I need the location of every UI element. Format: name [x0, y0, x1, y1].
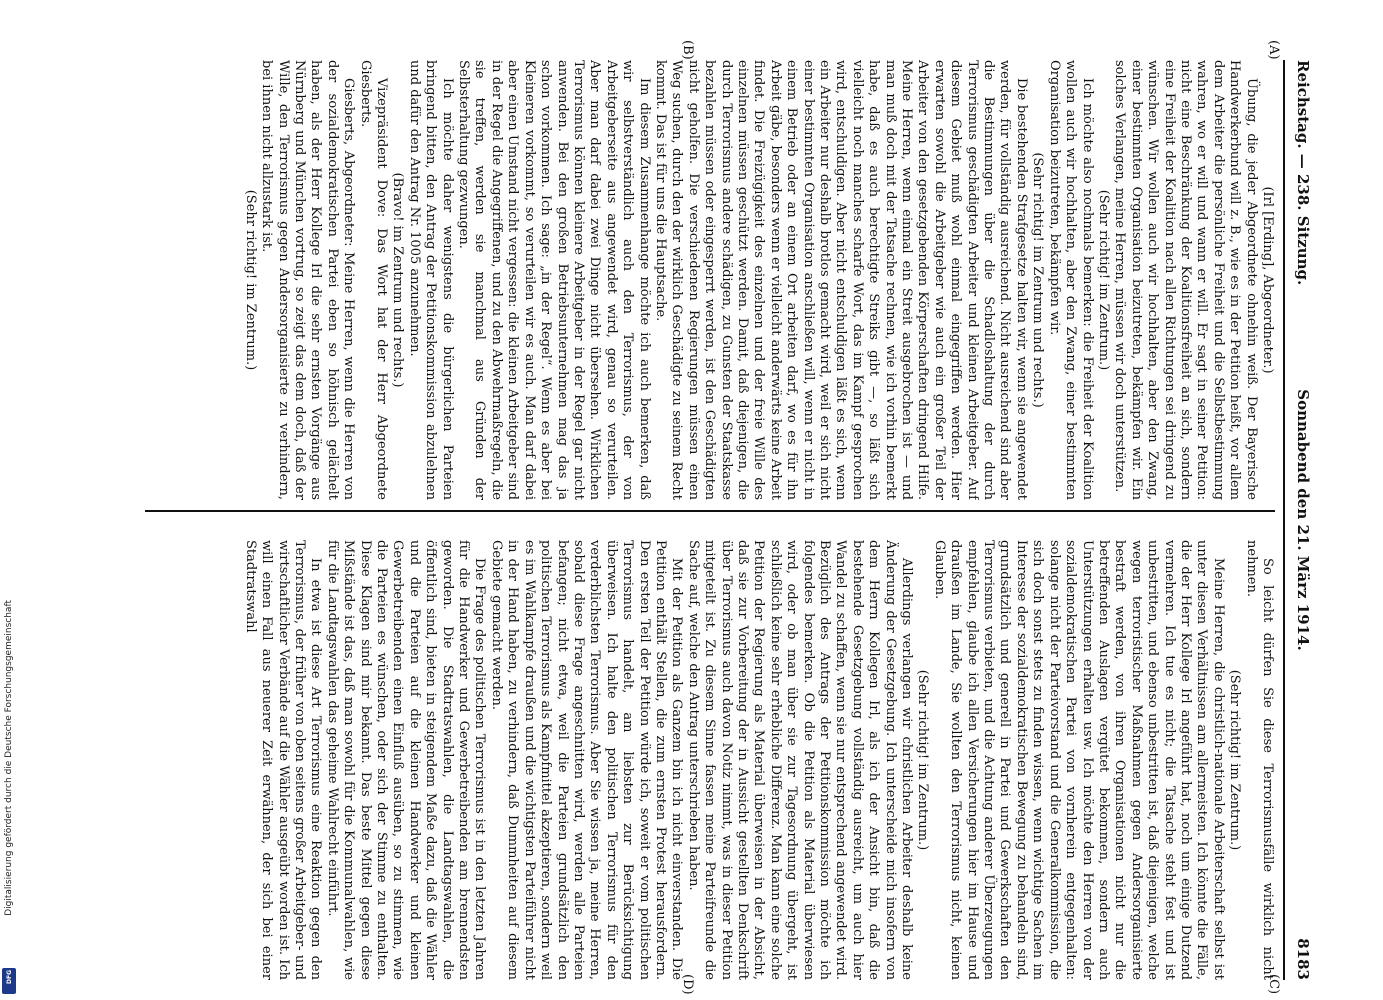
paragraph: In etwa ist diese Art Terrorismus eine Reaktion gegen den Terrorismus, der früher von oben seitens großer Arbeitgeber- und wirtschaftlicher Verbände auf die Wähler ausgeübt worden ist. Ich will einen Fall aus neuerer Zeit erwähnen, der sich bei einer Stadtratswahl — [242, 540, 324, 980]
paragraph: Meine Herren, die christlich-nationale Arbeiterschaft selbst ist unter diesen Verhältnissen am allermeisten. Ich könnte die Fälle, die der Herr Kollege Irl angeführt hat, noch um einige Dutzend vermehren. Ich tue es nicht; die Tatsache steht fest und ist unbestritten, und ebenso unbestritten ist, daß diejenigen, welche wegen terroristischer Maßnahmen gegen Andersorganisierte bestraft werden, von ihren Organisationen nicht nur die betreffenden Auslagen vergütet bekommen, sondern auch Unterstützungen erhalten usw. Ich möchte den Herren von der sozialdemokratischen Partei von vornherein entgegenhalten: solange nicht der Parteivorstand und die Generalkommission, die sich doch sonst stets zu finden wissen, wenn wichtige Sachen im Interesse der sozialdemokratischen Bewegung zu behandeln sind, grundsätzlich und generell in Partei und Gewerkschaften den Terrorismus verbieten, und die Achtung anderer Überzeugungen empfehlen, glaube ich allen Versicherungen hier im Hause und draußen im Lande, Sie wollten den Terrorismus nicht, keinen Glauben. — [931, 540, 1226, 980]
paragraph: Im diesem Zusammenhange möchte ich auch bemerken, daß wir selbstverständlich auch den Terrorismus, der von Arbeitgeberseite aus angewendet wird, genau so verurteilen. Aber man darf dabei zwei Dinge nicht übersehen. Wirklichen Terrorismus können kleinere Arbeitgeber in der Regel gar nicht anwenden. Bei den großen Betriebsunternehmen mag das ja schon vorkommen. Ich sage: „in der Regel“. Wenn es aber bei Kleineren vorkommt, so verurteilen wir es auch. Man darf dabei aber einen Umstand nicht vergessen: die kleinen Arbeitgeber sind in der Regel die Angegriffenen, und zu den Abwehrmaßregeln, die sie treffen, werden sie manchmal aus Gründen der Selbsterhaltung gezwungen. — [456, 60, 652, 500]
interjection: (Bravo! im Zentrum und rechts.) — [390, 172, 406, 388]
paragraph: So leicht dürfen Sie diese Terrorismusfälle wirklich nicht nehmen. — [1243, 540, 1275, 980]
header-session: Reichstag. — 238. Sitzung. — [1294, 60, 1312, 286]
left-column — [135, 60, 1275, 500]
page-header — [1283, 60, 1315, 980]
interjection: (Sehr richtig! im Zentrum.) — [915, 669, 931, 851]
paragraph: Ich möchte also nochmals bemerken: die Freiheit der Koalition wollen auch wir hochhalten, aber den Zwang, einer bestimmten Organisation beizutreten, bekämpfen wir. — [1046, 60, 1095, 500]
speaker-paragraph: Giesberts, Abgeordneter: Meine Herren, wenn die Herren von der sozialdemokratischen Partei eben so höhnisch gelächelt haben, als der Herr Kollege Irl die sehr ernsten Vorgänge aus Nürnberg und München vortrug, so zeigt das dem doch, daß der Wille, den Terrorismus gegen Andersorganisierte zu verhindern, bei ihnen nicht allzustark ist. — [259, 60, 357, 500]
column-divider — [145, 510, 1275, 512]
digitization-credit: Digitalisierung gefördert durch die Deutsche Forschungsgemeinschaft — [4, 600, 14, 916]
margin-marker-a: (A) — [1266, 40, 1281, 60]
header-date: Sonnabend den 21. März 1914. — [1294, 389, 1312, 651]
dfg-logo-text: DFG — [5, 970, 13, 985]
paragraph: Allerdings verlangen wir christlichen Arbeiter deshalb keine Änderung der Gesetzgebung. Ich unterscheide mich insofern von dem Herrn Kollegen Irl, als ich der Ansicht bin, daß die bestehende Gesetzgebung vollständig ausreicht, um auch hier Wandel zu schaffen, wenn sie nur entsprechend angewendet wird. Bezüglich des Antrags der Petitionskommission möchte ich folgendes bemerken. Ob die Petition als Material überwiesen wird, oder ob man über sie zur Tagesordnung übergeht, ist schließlich keine sehr erhebliche Differenz. Man kann eine solche Petition der Regierung als Material überweisen in der Absicht, daß sie zur Vorbereitung der in Aussicht gestellten Denkschrift über Terrorismus auch davon Notiz nimmt, was in dieser Petition mitgeteilt ist. Zu diesem Sinne fassen meine Parteifreunde die Sache auf, welche den Antrag unterschrieben haben. — [685, 540, 915, 980]
interjection: (Sehr richtig! im Zentrum.) — [242, 189, 258, 371]
right-column — [135, 540, 1275, 980]
paragraph: Die Frage des politischen Terrorismus ist in den letzten Jahren für die Handwerker und Gewerbetreibenden am brennendsten geworden. Die Stadtratswahlen, die Landtagswahlen, die öffentlich sind, bieten in steigendem Maße dazu, daß die Wähler und die Parteien auf die kleinen Handwerker und kleinen Gewerbetreibenden einen Einfluß ausüben, so zu stimmen, wie die Parteien es wünschen, oder sich der Stimme zu enthalten. Diese Klagen sind mir bekannt. Das beste Mittel gegen diese Mißstände ist das, daß man sowohl für die Kommunalwahlen, wie für die Landtagswahlen das geheime Wahlrecht einführt. — [324, 540, 488, 980]
margin-marker-c: (C) — [1266, 974, 1281, 995]
paragraph: Ich möchte daher wenigstens die bürgerlichen Parteien bringend bitten, den Antrag der Petitionskommission abzulehnen und dafür den Antrag Nr. 1005 anzunehmen. — [406, 60, 455, 500]
paragraph: Mit der Petition als Ganzem bin ich nicht einverstanden. Die Petition enthält Stellen, die zum ernsten Protest herausfordern. Den ersten Teil der Petition würde ich, soweit er vom politischen Terrorismus handelt, am liebsten zur Berücksichtigung überweisen. Ich halte den politischen Terrorismus für den verderblichsten Terrorismus. Aber Sie wissen ja, meine Herren, sobald diese Frage angeschnitten wird, werden alle Parteien befangen; nicht etwa, weil die Parteien grundsätzlich den politischen Terrorismus als Kampfmittel akzeptieren, sondern weil es im Wahlkampfe draußen und die wichtigsten Parteiführer nicht in der Hand haben, zu verhindern, daß Dummheiten auf diesem Gebiete gemacht werden. — [488, 540, 685, 980]
rotated-document-page — [115, 40, 1315, 1000]
speaker-paragraph: Vizepräsident Dove: Das Wort hat der Herr Abgeordnete Giesberts. — [357, 60, 390, 500]
paragraph: Übung, die jeder Abgeordnete ohnehin weiß. Der Bayerische Handwerkerbund will z. B., wie es in der Petition heißt, vor allem dem Arbeiter die persönliche Freiheit und die Selbstbestimmung wahren, wo er will und wann er will. Er sagt in seiner Petition: nicht eine Beschränkung der Koalitionsfreiheit an sich, sondern eine Freiheit der Koalition nach allen Richtungen sei dringend zu wünschen. Wir wollen auch wir hochhalten, aber den Zwang, einer bestimmten Organisation beizutreten, bekämpfen wir. Ein solches Verlangen, meine Herren, müssen wir doch unterstützen. — [1112, 60, 1259, 500]
page-number: 8183 — [1294, 938, 1312, 980]
interjection: (Sehr richtig! im Zentrum und rechts.) — [1030, 152, 1046, 408]
paragraph: Die bestehenden Strafgesetze halten wir, wenn sie angewendet werden, für vollständig ausreichend. Nicht ausreichend sind aber die Bestimmungen über die Schadloshaltung der durch Terrorismus geschädigten Arbeiter und kleinen Arbeitgeber. Auf diesem Gebiet muß wohl einmal eingegriffen werden. Hier erwarten sowohl die Arbeitgeber wie auch ein großer Teil der Arbeiter von den gesetzgebenden Körperschaften dringend Hilfe. Meine Herren, wenn einmal ein Streit ausgebrochen ist — und man muß doch mit der Tatsache rechnen, wie ich vorhin bemerkt habe, daß es auch berechtigte Streiks gibt —, so läßt sich vielleicht noch manches scharfe Wort, das im Kampf gesprochen wird, entschuldigen. Aber nicht entschuldigen läßt es sich, wenn ein Arbeiter nur deshalb brotlos gemacht wird, weil er sich nicht einer bestimmten Organisation anschließen will, wenn er nicht in einem Betrieb oder an einem Ort arbeiten darf, wo es für ihn Arbeit gäbe, besonders wenn er vielleicht anderwärts keine Arbeit findet. Die Freizügigkeit des einzelnen und der freie Wille des einzelnen müssen geschützt werden. Damit, daß diejenigen, die durch Terrorismus andere schädigen, zu Gunsten der Staatskasse bezahlen müssen oder eingesperrt werden, ist den Geschädigten nicht geholfen. Die verschiedenen Regierungen müssen einen Weg suchen, durch den der wirklich Geschädigte zu seinem Recht kommt. Das ist für uns die Hauptsache. — [652, 60, 1029, 500]
interjection: (Sehr richtig! im Zentrum.) — [1095, 189, 1111, 371]
dfg-logo — [2, 968, 16, 994]
margin-marker-b: (B) — [680, 40, 695, 60]
interjection: (Sehr richtig! im Zentrum.) — [1227, 669, 1243, 851]
speaker-note: (Irl [Erding], Abgeordneter.) — [1260, 186, 1275, 374]
margin-marker-d: (D) — [680, 974, 695, 995]
